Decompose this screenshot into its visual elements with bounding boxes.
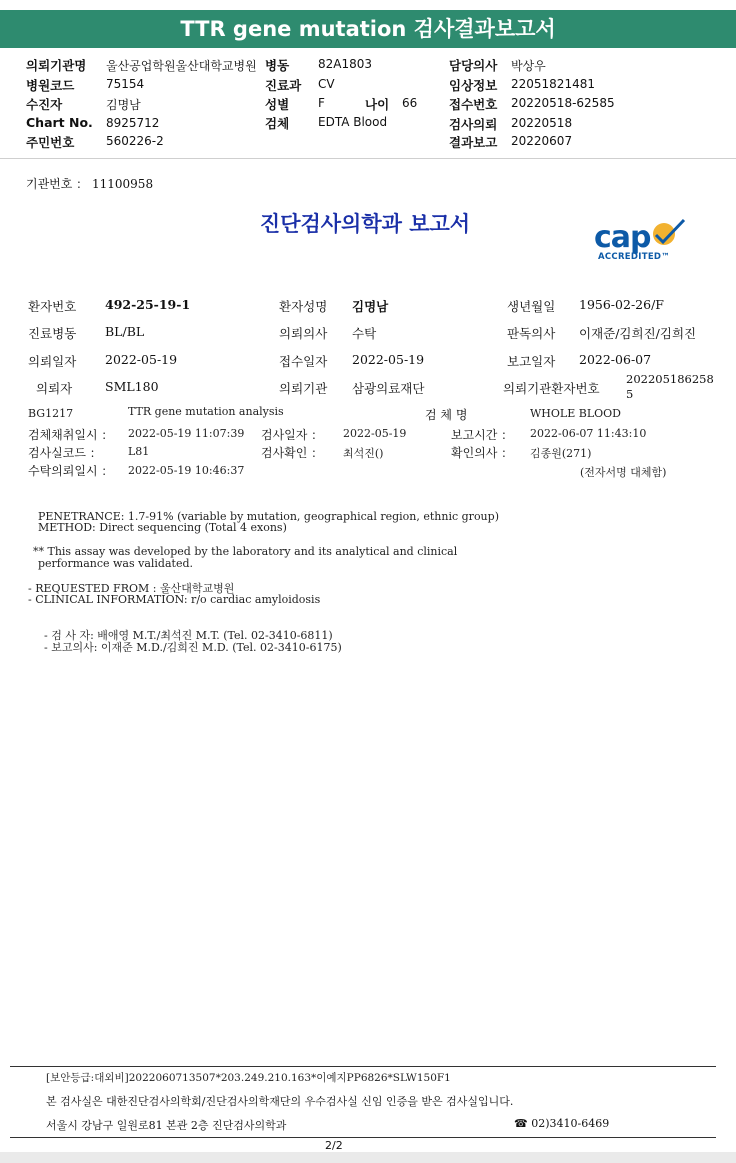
body-line-reporting-doctor: - 보고의사: 이재준 M.D./김희진 M.D. (Tel. 02-3410-6175)	[44, 641, 342, 654]
page-number: 2/2	[325, 1139, 343, 1152]
patient-value-number: 492-25-19-1	[105, 297, 191, 312]
summary-label-clinical-info: 임상정보	[449, 78, 498, 93]
summary-label-physician: 담당의사	[449, 58, 498, 73]
test-specimen-value: WHOLE BLOOD	[530, 407, 621, 420]
summary-label-chart-no: Chart No.	[26, 115, 93, 130]
test-confirm-label: 검사확인 ：	[261, 446, 324, 460]
summary-label-ward: 병동	[265, 58, 290, 73]
body-line-clinical-info: - CLINICAL INFORMATION: r/o cardiac amyloidosis	[28, 593, 321, 606]
test-report-time-label: 보고시간 ：	[451, 428, 514, 442]
summary-value-resident-no: 560226-2	[106, 134, 164, 148]
footer-bottom-line	[10, 1137, 716, 1138]
report-header-title: TTR gene mutation 검사결과보고서	[180, 17, 556, 41]
body-line-assay-note-cont: performance was validated.	[38, 557, 193, 570]
footer-phone: ☎ 02)3410-6469	[514, 1117, 610, 1130]
test-report-time-value: 2022-06-07 11:43:10	[530, 427, 647, 440]
institution-number: 기관번호 ： 11100958	[26, 177, 154, 191]
summary-label-resident-no: 주민번호	[26, 135, 75, 150]
patient-label-birth: 생년월일	[507, 299, 556, 314]
cap-accredited-logo	[594, 220, 694, 264]
test-name: TTR gene mutation analysis	[128, 405, 284, 418]
summary-label-receipt-no: 접수번호	[449, 97, 498, 112]
test-confirm-value: 최석진()	[343, 447, 384, 460]
patient-value-request-date: 2022-05-19	[105, 352, 178, 367]
footer-certification: 본 검사실은 대한진단검사의학회/진단검사의학재단의 우수검사실 신임 인증을 받은 검사실입니다.	[46, 1095, 514, 1108]
summary-value-clinical-info: 22051821481	[511, 77, 595, 91]
test-date-value: 2022-05-19	[343, 427, 407, 440]
patient-value-institution: 삼광의료재단	[352, 381, 425, 396]
footer-address: 서울시 강남구 일원로81 본관 2층 진단검사의학과	[46, 1119, 287, 1132]
patient-value-name: 김명남	[352, 299, 389, 314]
summary-label-department: 진료과	[265, 78, 302, 93]
summary-label-report-date: 결과보고	[449, 135, 498, 150]
patient-label-institution: 의뢰기관	[279, 381, 328, 396]
test-date-label: 검사일자 ：	[261, 428, 324, 442]
patient-value-institution-patient-no-cont: 5	[626, 387, 634, 401]
summary-value-hospital-code: 75154	[106, 77, 145, 91]
test-specimen-label: 검 체 명	[425, 408, 468, 422]
footer-top-line	[10, 1066, 716, 1067]
summary-value-request-date: 20220518	[511, 116, 573, 130]
summary-value-sex: F	[318, 96, 325, 110]
summary-label-request-date: 검사의뢰	[449, 117, 498, 132]
patient-label-reading-doctor: 판독의사	[507, 326, 556, 341]
summary-value-hospital: 울산공업학원울산대학교병원	[106, 59, 257, 73]
patient-label-requester: 의뢰자	[36, 381, 73, 396]
patient-value-requesting-doctor: 수탁	[352, 326, 377, 341]
patient-value-institution-patient-no: 202205186258	[626, 372, 714, 386]
patient-label-receipt-date: 접수일자	[279, 354, 328, 369]
cap-accredited-text: ACCREDITED™	[598, 252, 671, 262]
patient-value-report-date: 2022-06-07	[579, 352, 652, 367]
test-request-time-label: 수탁의뢰일시 ：	[28, 464, 114, 478]
summary-value-physician: 박상우	[511, 59, 546, 73]
summary-label-hospital-code: 병원코드	[26, 78, 75, 93]
test-lab-code-value: L81	[128, 445, 150, 458]
summary-value-age: 66	[402, 96, 418, 110]
viewer-bottom-band	[0, 1152, 736, 1163]
test-collect-label: 검체채취일시 ：	[28, 428, 114, 442]
summary-value-report-date: 20220607	[511, 134, 573, 148]
summary-value-chart-no: 8925712	[106, 116, 160, 130]
patient-label-request-date: 의뢰일자	[28, 354, 77, 369]
body-line-requested-from: - REQUESTED FROM : 울산대학교병원	[28, 582, 235, 595]
report-title: 진단검사의학과 보고서	[259, 212, 471, 236]
patient-label-name: 환자성명	[279, 299, 328, 314]
patient-label-requesting-doctor: 의뢰의사	[279, 326, 328, 341]
summary-value-ward: 82A1803	[318, 57, 373, 71]
test-request-time-value: 2022-05-19 10:46:37	[128, 464, 245, 477]
body-line-examiner: - 검 사 자: 배애영 M.T./최석진 M.T. (Tel. 02-3410-6811)	[44, 629, 333, 642]
footer-security-line: [보안등급:대외비]2022060713507*203.249.210.163*이예지PP6826*SLW150F1	[46, 1072, 451, 1084]
summary-label-age: 나이	[365, 97, 390, 112]
summary-divider	[0, 158, 736, 159]
summary-value-department: CV	[318, 77, 335, 91]
patient-value-birth: 1956-02-26/F	[579, 297, 664, 312]
body-line-method: METHOD: Direct sequencing (Total 4 exons)	[38, 521, 287, 534]
patient-value-receipt-date: 2022-05-19	[352, 352, 425, 367]
summary-label-patient: 수진자	[26, 97, 63, 112]
patient-value-reading-doctor: 이재준/김희진/김희진	[579, 326, 697, 341]
summary-value-receipt-no: 20220518-62585	[511, 96, 615, 110]
cap-logo-word: cap	[594, 220, 651, 255]
electronic-signature-note: (전자서명 대체함)	[580, 466, 667, 479]
patient-label-institution-patient-no: 의뢰기관환자번호	[503, 381, 600, 396]
patient-value-ward: BL/BL	[105, 324, 145, 339]
summary-value-patient: 김명남	[106, 98, 141, 112]
test-code: BG1217	[28, 407, 74, 420]
patient-label-report-date: 보고일자	[507, 354, 556, 369]
summary-label-hospital: 의뢰기관명	[26, 58, 87, 73]
patient-value-requester: SML180	[105, 379, 159, 394]
body-line-penetrance: PENETRANCE: 1.7-91% (variable by mutation, geographical region, ethnic group)	[38, 510, 499, 523]
test-lab-code-label: 검사실코드 ：	[28, 446, 102, 460]
test-collect-value: 2022-05-19 11:07:39	[128, 427, 245, 440]
body-line-assay-note: ** This assay was developed by the laboratory and its analytical and clinical	[33, 545, 458, 558]
test-doctor-label: 확인의사 ：	[451, 446, 514, 460]
cap-checkmark-icon	[650, 218, 688, 248]
test-doctor-value: 김종원(271)	[530, 447, 592, 460]
summary-value-specimen: EDTA Blood	[318, 115, 388, 129]
patient-label-number: 환자번호	[28, 299, 77, 314]
summary-label-sex: 성별	[265, 97, 290, 112]
summary-label-specimen: 검체	[265, 116, 290, 131]
patient-label-ward: 진료병동	[28, 326, 77, 341]
